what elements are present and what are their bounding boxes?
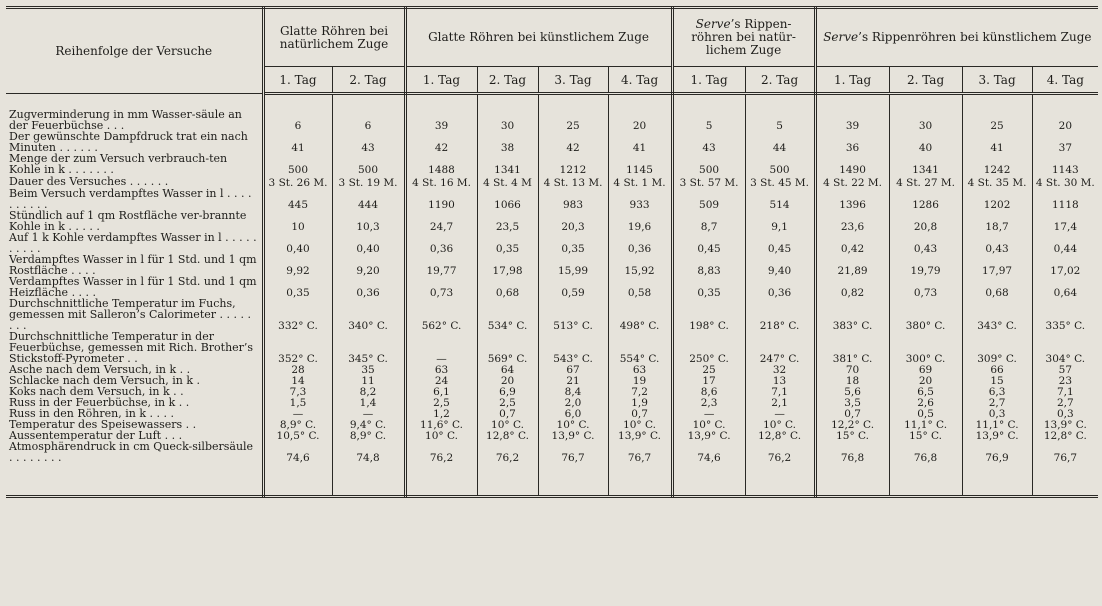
table-cell: 500 xyxy=(332,153,405,175)
table-cell: 70 xyxy=(815,364,889,375)
table-row xyxy=(6,441,1098,463)
table-cell: 76,2 xyxy=(405,441,477,463)
table-cell: 7,1 xyxy=(745,386,815,397)
table-cell: 0,58 xyxy=(608,276,672,298)
table-cell: 562° C. xyxy=(405,298,477,331)
table-cell: 11,6° C. xyxy=(405,419,477,430)
table-cell: 1145 xyxy=(608,153,672,175)
table-row xyxy=(6,419,1098,430)
table-cell: — xyxy=(745,408,815,419)
table-cell: — xyxy=(405,331,477,364)
table-cell: 1190 xyxy=(405,188,477,210)
table-cell: 2,7 xyxy=(962,397,1032,408)
table-cell: 2,0 xyxy=(538,397,608,408)
table-cell: 14 xyxy=(263,375,332,386)
table-cell: 42 xyxy=(538,131,608,153)
table-cell: 19,77 xyxy=(405,254,477,276)
table-cell: 15,92 xyxy=(608,254,672,276)
table-row xyxy=(6,375,1098,386)
table-cell: 380° C. xyxy=(889,298,962,331)
table-cell: 0,59 xyxy=(538,276,608,298)
table-cell: 43 xyxy=(332,131,405,153)
table-cell: 0,7 xyxy=(815,408,889,419)
table-cell: 534° C. xyxy=(477,298,538,331)
table-cell: 6,1 xyxy=(405,386,477,397)
table-cell: 7,3 xyxy=(263,386,332,397)
table-row xyxy=(6,276,1098,298)
group-header-2: Glatte Röhren bei künstlichem Zuge xyxy=(405,8,672,67)
table-cell: 0,36 xyxy=(745,276,815,298)
table-cell: 69 xyxy=(889,364,962,375)
table-cell: 4 St. 22 M. xyxy=(815,175,889,188)
table-cell: 1490 xyxy=(815,153,889,175)
table-body xyxy=(6,94,1098,497)
row-label: Russ in der Feuerbüchse, in k . . xyxy=(6,397,263,408)
table-cell: 20 xyxy=(889,375,962,386)
table-cell: 24,7 xyxy=(405,210,477,232)
table-row xyxy=(6,331,1098,364)
table-cell: 4 St. 30 M. xyxy=(1035,177,1095,188)
table-row xyxy=(6,430,1098,441)
group-header-row xyxy=(6,8,1098,67)
table-cell: 11 xyxy=(332,375,405,386)
table-cell: 1341 xyxy=(889,153,962,175)
table-cell: 13,9° C. xyxy=(672,430,745,441)
table-cell: — xyxy=(672,408,745,419)
table-cell: 514 xyxy=(745,188,815,210)
table-cell: 343° C. xyxy=(962,298,1032,331)
table-cell: 76,7 xyxy=(1053,452,1078,463)
table-cell: 63 xyxy=(405,364,477,375)
table-cell: 10° C. xyxy=(538,419,608,430)
table-cell: 513° C. xyxy=(538,298,608,331)
table-cell: 0,40 xyxy=(263,232,332,254)
table-cell: 1212 xyxy=(538,153,608,175)
table-cell: 19 xyxy=(608,375,672,386)
table-cell: 0,44 xyxy=(1053,243,1078,254)
table-cell: 554° C. xyxy=(608,331,672,364)
bottom-row xyxy=(6,463,1098,497)
table-row xyxy=(6,364,1098,375)
table-cell: 1202 xyxy=(962,188,1032,210)
row-label: Der gewünschte Dampfdruck trat ein nach Minuten . . . . . . xyxy=(6,131,263,153)
table-cell: 3 St. 26 M. xyxy=(263,175,332,188)
table-cell: 0,45 xyxy=(745,232,815,254)
table-cell: 9,1 xyxy=(745,210,815,232)
table-row xyxy=(6,408,1098,419)
table-cell: 15° C. xyxy=(889,430,962,441)
table-cell: 0,43 xyxy=(889,232,962,254)
table-cell: 0,73 xyxy=(889,276,962,298)
table-cell: 445 xyxy=(263,188,332,210)
table-cell: 10 xyxy=(263,210,332,232)
table-cell: 983 xyxy=(538,188,608,210)
table-cell: 247° C. xyxy=(745,331,815,364)
table-cell: 11,1° C. xyxy=(889,419,962,430)
table-cell: 74,6 xyxy=(263,441,332,463)
table-cell: 74,8 xyxy=(332,441,405,463)
table-cell: 6,0 xyxy=(538,408,608,419)
table-cell: 10° C. xyxy=(608,419,672,430)
table-cell: 250° C. xyxy=(672,331,745,364)
table-cell: 0,36 xyxy=(608,232,672,254)
table-cell: 10,5° C. xyxy=(263,430,332,441)
table-cell: 10° C. xyxy=(745,419,815,430)
table-row xyxy=(6,175,1098,188)
table-cell: 7,1 xyxy=(1056,386,1074,397)
table-cell: 24 xyxy=(405,375,477,386)
table-cell: 218° C. xyxy=(745,298,815,331)
table-cell: 6,3 xyxy=(962,386,1032,397)
group-header-1: Glatte Röhren bei natürlichem Zuge xyxy=(263,8,405,67)
table-cell: 2,1 xyxy=(745,397,815,408)
table-cell: 3 St. 19 M. xyxy=(332,175,405,188)
table-cell: 8,83 xyxy=(672,254,745,276)
table-cell: 36 xyxy=(815,131,889,153)
table-cell: 9,92 xyxy=(263,254,332,276)
row-label: Atmosphärendruck in cm Queck-silbersäule . . . . . . . . xyxy=(6,441,263,463)
day-header: 3. Tag xyxy=(962,67,1032,94)
table-row xyxy=(6,386,1098,397)
table-cell: 0,68 xyxy=(477,276,538,298)
table-cell: 569° C. xyxy=(477,331,538,364)
table-cell: 0,3 xyxy=(1056,408,1074,419)
table-cell: 4 St. 27 M. xyxy=(889,175,962,188)
table-cell: 5 xyxy=(745,109,815,131)
row-header: Reihenfolge der Versuche xyxy=(6,8,263,94)
row-label: Beim Versuch verdampftes Wasser in l . . . . . . . . . . xyxy=(6,188,263,210)
table-row xyxy=(6,153,1098,175)
table-cell: 35 xyxy=(332,364,405,375)
table-cell: 39 xyxy=(405,109,477,131)
table-cell: 3 St. 57 M. xyxy=(672,175,745,188)
table-cell: 509 xyxy=(672,188,745,210)
table-cell: 76,2 xyxy=(745,441,815,463)
table-cell: 7,2 xyxy=(608,386,672,397)
table-cell: 37 xyxy=(1058,142,1073,153)
table-cell: 20 xyxy=(608,109,672,131)
table-cell: 8,6 xyxy=(672,386,745,397)
table-cell: 300° C. xyxy=(889,331,962,364)
table-cell: 0,45 xyxy=(672,232,745,254)
table-cell: 4 St. 35 M. xyxy=(962,175,1032,188)
table-cell: 44 xyxy=(745,131,815,153)
day-header: 2. Tag xyxy=(332,67,405,94)
table-cell: 1,4 xyxy=(332,397,405,408)
table-cell: 10° C. xyxy=(477,419,538,430)
table-cell: 25 xyxy=(962,109,1032,131)
table-cell: 13,9° C. xyxy=(1043,419,1087,430)
table-cell: 17,98 xyxy=(477,254,538,276)
table-cell: 21 xyxy=(538,375,608,386)
table-cell: 76,8 xyxy=(889,441,962,463)
day-header: 2. Tag xyxy=(477,67,538,94)
table-row xyxy=(6,298,1098,331)
table-cell: 1,5 xyxy=(263,397,332,408)
table-cell: 543° C. xyxy=(538,331,608,364)
table-cell: 1341 xyxy=(477,153,538,175)
table-cell: 352° C. xyxy=(263,331,332,364)
table-cell: 30 xyxy=(889,109,962,131)
table-cell: 340° C. xyxy=(332,298,405,331)
table-cell: 17,02 xyxy=(1050,265,1081,276)
table-cell: 500 xyxy=(745,153,815,175)
table-cell: 41 xyxy=(608,131,672,153)
table-cell: 12,8° C. xyxy=(1043,430,1087,441)
row-label: Schlacke nach dem Versuch, in k . xyxy=(6,375,263,386)
table-cell: 76,8 xyxy=(815,441,889,463)
table-cell: 1143 xyxy=(1051,164,1079,175)
row-label: Asche nach dem Versuch, in k . . xyxy=(6,364,263,375)
table-cell: 23,6 xyxy=(815,210,889,232)
table-cell: 309° C. xyxy=(962,331,1032,364)
day-header: 4. Tag xyxy=(608,67,672,94)
table-cell: 12,8° C. xyxy=(477,430,538,441)
table-cell: 13 xyxy=(745,375,815,386)
table-cell: 10° C. xyxy=(405,430,477,441)
table-cell: 0,64 xyxy=(1053,287,1078,298)
table-cell: 4 St. 1 M. xyxy=(608,175,672,188)
table-cell: 17,97 xyxy=(962,254,1032,276)
table-cell: 2,6 xyxy=(889,397,962,408)
table-row xyxy=(6,254,1098,276)
table-cell: 1488 xyxy=(405,153,477,175)
day-header: 1. Tag xyxy=(815,67,889,94)
table-cell: 500 xyxy=(263,153,332,175)
row-label: Koks nach dem Versuch, in k . . xyxy=(6,386,263,397)
table-cell: 41 xyxy=(962,131,1032,153)
table-cell: 63 xyxy=(608,364,672,375)
table-cell: — xyxy=(263,408,332,419)
table-cell: 9,20 xyxy=(332,254,405,276)
table-cell: 10,3 xyxy=(332,210,405,232)
table-cell: 2,3 xyxy=(672,397,745,408)
table-cell: 8,9° C. xyxy=(332,430,405,441)
table-cell: 23 xyxy=(1058,375,1073,386)
table-cell: 0,68 xyxy=(962,276,1032,298)
table-cell: 0,43 xyxy=(962,232,1032,254)
table-cell: 17,4 xyxy=(1053,221,1078,232)
row-label: Zugverminderung in mm Wasser-säule an der Feuerbüchse . . . xyxy=(6,109,263,131)
table-cell: 1286 xyxy=(889,188,962,210)
table-cell: 76,7 xyxy=(538,441,608,463)
table-cell: 76,9 xyxy=(962,441,1032,463)
table-cell: 18,7 xyxy=(962,210,1032,232)
table-cell: 32 xyxy=(745,364,815,375)
row-label: Durchschnittliche Temperatur in der Feuerbüchse, gemessen mit Rich. Brother’s Stickstoff-Pyrometer . . xyxy=(6,331,263,364)
table-cell: 0,7 xyxy=(477,408,538,419)
group-header-4: Serve’s Rippenröhren bei künstlichem Zuge xyxy=(815,8,1098,67)
spacer-row xyxy=(6,94,1098,110)
table-cell: 0,73 xyxy=(405,276,477,298)
table-cell: 5 xyxy=(672,109,745,131)
table-cell: 30 xyxy=(477,109,538,131)
day-header: 3. Tag xyxy=(538,67,608,94)
table-cell: 4 St. 13 M. xyxy=(538,175,608,188)
table-cell: 28 xyxy=(263,364,332,375)
row-label: Dauer des Versuches . . . . . . xyxy=(6,175,263,188)
table-cell: 20,3 xyxy=(538,210,608,232)
table-cell: 304° C. xyxy=(1045,353,1086,364)
table-cell: 4 St. 4 M xyxy=(477,175,538,188)
table-cell: 18 xyxy=(815,375,889,386)
table-cell: 66 xyxy=(962,364,1032,375)
table-cell: 0,42 xyxy=(815,232,889,254)
table-cell: 3 St. 45 M. xyxy=(745,175,815,188)
table-cell: 0,36 xyxy=(405,232,477,254)
table-cell: 13,9° C. xyxy=(608,430,672,441)
table-cell: 67 xyxy=(538,364,608,375)
table-cell: — xyxy=(332,408,405,419)
row-label: Stündlich auf 1 qm Rostfläche ver-brannte Kohle in k . . . . . xyxy=(6,210,263,232)
table-cell: 1,2 xyxy=(405,408,477,419)
table-cell: 40 xyxy=(889,131,962,153)
table-cell: 39 xyxy=(815,109,889,131)
row-label: Temperatur des Speisewassers . . xyxy=(6,419,263,430)
table-row xyxy=(6,232,1098,254)
table-cell: 8,7 xyxy=(672,210,745,232)
table-cell: 1,9 xyxy=(608,397,672,408)
table-cell: 21,89 xyxy=(815,254,889,276)
table-cell: 6,9 xyxy=(477,386,538,397)
table-cell: 4 St. 16 M. xyxy=(405,175,477,188)
table-cell: 198° C. xyxy=(672,298,745,331)
table-cell: 10° C. xyxy=(672,419,745,430)
table-cell: 0,35 xyxy=(477,232,538,254)
table-cell: 2,5 xyxy=(477,397,538,408)
table-cell: 498° C. xyxy=(608,298,672,331)
table-cell: 11,1° C. xyxy=(962,419,1032,430)
table-cell: 15 xyxy=(962,375,1032,386)
experiment-table xyxy=(6,6,1098,498)
day-header: 2. Tag xyxy=(889,67,962,94)
table-cell: 0,35 xyxy=(263,276,332,298)
table-cell: 0,35 xyxy=(672,276,745,298)
table-cell: 1066 xyxy=(477,188,538,210)
table-cell: 8,4 xyxy=(538,386,608,397)
table-cell: 13,9° C. xyxy=(538,430,608,441)
table-cell: 335° C. xyxy=(1045,320,1086,331)
table-cell: 933 xyxy=(608,188,672,210)
table-cell: 332° C. xyxy=(263,298,332,331)
table-cell: 13,9° C. xyxy=(962,430,1032,441)
table-cell: 12,8° C. xyxy=(745,430,815,441)
row-label: Russ in den Röhren, in k . . . . xyxy=(6,408,263,419)
table-cell: 345° C. xyxy=(332,331,405,364)
table-row xyxy=(6,210,1098,232)
table-cell: 1118 xyxy=(1051,199,1079,210)
day-header: 4. Tag xyxy=(1032,67,1098,94)
table-cell: 500 xyxy=(672,153,745,175)
table-cell: 5,6 xyxy=(815,386,889,397)
table-cell: 76,7 xyxy=(608,441,672,463)
table-cell: 41 xyxy=(263,131,332,153)
row-label: Verdampftes Wasser in l für 1 Std. und 1 qm Heizfläche . . . . xyxy=(6,276,263,298)
table-cell: 6 xyxy=(263,109,332,131)
table-cell: 0,5 xyxy=(889,408,962,419)
day-header: 1. Tag xyxy=(405,67,477,94)
row-label: Verdampftes Wasser in l für 1 Std. und 1 qm Rostfläche . . . . xyxy=(6,254,263,276)
group-header-3: Serve’s Rippen-röhren bei natür-lichem Zuge xyxy=(672,8,815,67)
table-cell: 8,9° C. xyxy=(263,419,332,430)
table-cell: 3,5 xyxy=(815,397,889,408)
table-cell: 19,6 xyxy=(608,210,672,232)
day-header: 1. Tag xyxy=(672,67,745,94)
table-row xyxy=(6,131,1098,153)
table-cell: 57 xyxy=(1058,364,1073,375)
table-cell: 12,2° C. xyxy=(815,419,889,430)
day-header: 1. Tag xyxy=(263,67,332,94)
row-label: Menge der zum Versuch verbrauch-ten Kohle in k . . . . . . . xyxy=(6,153,263,175)
table-row xyxy=(6,188,1098,210)
table-cell: 23,5 xyxy=(477,210,538,232)
table-cell: 17 xyxy=(672,375,745,386)
table-cell: 38 xyxy=(477,131,538,153)
table-cell: 2,5 xyxy=(405,397,477,408)
table-cell: 9,40 xyxy=(745,254,815,276)
table-cell: 64 xyxy=(477,364,538,375)
table-cell: 9,4° C. xyxy=(332,419,405,430)
table-cell: 0,40 xyxy=(332,232,405,254)
table-cell: 76,2 xyxy=(477,441,538,463)
table-cell: 0,35 xyxy=(538,232,608,254)
row-label: Aussentemperatur der Luft . . . xyxy=(6,430,263,441)
table-cell: 381° C. xyxy=(815,331,889,364)
table-cell: 25 xyxy=(538,109,608,131)
table-cell: 1242 xyxy=(962,153,1032,175)
row-label: Durchschnittliche Temperatur im Fuchs, gemessen mit Salleron’s Calorimeter . . . . . . . . xyxy=(6,298,263,331)
table-cell: 20,8 xyxy=(889,210,962,232)
table-cell: 15° C. xyxy=(815,430,889,441)
table-cell: 6 xyxy=(332,109,405,131)
table-cell: 74,6 xyxy=(672,441,745,463)
table-cell: 0,3 xyxy=(962,408,1032,419)
table-row xyxy=(6,397,1098,408)
table-cell: 0,36 xyxy=(332,276,405,298)
table-cell: 1396 xyxy=(815,188,889,210)
table-cell: 25 xyxy=(672,364,745,375)
table-cell: 2,7 xyxy=(1056,397,1074,408)
table-cell: 20 xyxy=(1058,120,1073,131)
table-cell: 43 xyxy=(672,131,745,153)
table-cell: 383° C. xyxy=(815,298,889,331)
table-row xyxy=(6,109,1098,131)
table-cell: 42 xyxy=(405,131,477,153)
table-cell: 6,5 xyxy=(889,386,962,397)
table-cell: 0,82 xyxy=(815,276,889,298)
table-cell: 8,2 xyxy=(332,386,405,397)
table-cell: 15,99 xyxy=(538,254,608,276)
table-cell: 444 xyxy=(332,188,405,210)
table-cell: 0,7 xyxy=(608,408,672,419)
row-label: Auf 1 k Kohle verdampftes Wasser in l . . . . . . . . . . xyxy=(6,232,263,254)
table-cell: 20 xyxy=(477,375,538,386)
day-header: 2. Tag xyxy=(745,67,815,94)
table-cell: 19,79 xyxy=(889,254,962,276)
